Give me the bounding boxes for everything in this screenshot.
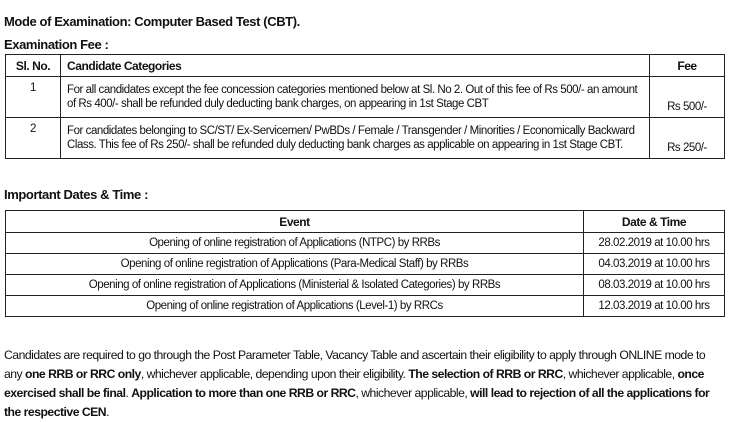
- table-row: [6, 296, 725, 317]
- header-sl-no: Sl. No.: [6, 55, 61, 77]
- table-row: [6, 254, 725, 275]
- dates-table-header: [6, 211, 725, 233]
- important-dates-heading: Important Dates & Time :: [4, 187, 149, 202]
- note-text: .: [125, 386, 132, 400]
- note-bold-text: will lead to rejection of all the applications for the respective CEN: [4, 386, 710, 419]
- table-row: [6, 77, 725, 118]
- sl-no-cell: 2: [6, 118, 61, 159]
- note-bold-text: once exercised shall be final: [4, 367, 704, 400]
- note-text: , whichever applicable,: [562, 367, 678, 381]
- eligibility-note: [4, 346, 726, 422]
- note-bold-text: Application to more than one RRB or RRC: [131, 386, 356, 400]
- dates-table: [5, 210, 725, 317]
- examination-fee-heading: Examination Fee :: [4, 37, 109, 52]
- fee-cell: Rs 500/-: [650, 77, 725, 118]
- table-row: [6, 118, 725, 159]
- note-text: , whichever applicable, depending upon their eligibility.: [140, 367, 409, 381]
- header-fee: Fee: [650, 55, 725, 77]
- header-date-time: Date & Time: [584, 211, 725, 233]
- category-cell: For all candidates except the fee concession categories mentioned below at Sl. No 2. Out of this fee of Rs 500/- an amount of Rs 400/- shall be refunded duly deducting bank charges, on appearing in 1st Stage CBT: [61, 77, 650, 118]
- table-row: [6, 233, 725, 254]
- sl-no-cell: 1: [6, 77, 61, 118]
- datetime-cell: 04.03.2019 at 10.00 hrs: [584, 254, 725, 275]
- datetime-cell: 28.02.2019 at 10.00 hrs: [584, 233, 725, 254]
- header-event: Event: [6, 211, 584, 233]
- note-bold-text: one RRB or RRC only: [25, 367, 141, 381]
- note-bold-text: The selection of RRB or RRC: [408, 367, 563, 381]
- note-text: .: [106, 405, 109, 419]
- event-cell: Opening of online registration of Applications (NTPC) by RRBs: [6, 233, 584, 254]
- mode-of-examination: Mode of Examination: Computer Based Test (CBT).: [4, 14, 300, 29]
- datetime-cell: 08.03.2019 at 10.00 hrs: [584, 275, 725, 296]
- note-text: Candidates are required to go through the Post Parameter Table, Vacancy Table and ascertain their eligibility to apply through ONLINE mode to any: [4, 348, 706, 381]
- category-cell: For candidates belonging to SC/ST/ Ex-Servicemen/ PwBDs / Female / Transgender / Minorities / Economically Backward Class. This fee of Rs 250/- shall be refunded duly deducting bank charges as applicable on appearing in 1st Stage CBT.: [61, 118, 650, 159]
- event-cell: Opening of online registration of Applications (Para-Medical Staff) by RRBs: [6, 254, 584, 275]
- datetime-cell: 12.03.2019 at 10.00 hrs: [584, 296, 725, 317]
- table-row: [6, 275, 725, 296]
- note-text: , whichever applicable,: [355, 386, 471, 400]
- fee-table-header: [6, 55, 725, 77]
- fee-cell: Rs 250/-: [650, 118, 725, 159]
- event-cell: Opening of online registration of Applications (Ministerial & Isolated Categories) by RRBs: [6, 275, 584, 296]
- header-candidate-categories: Candidate Categories: [61, 55, 650, 77]
- event-cell: Opening of online registration of Applications (Level-1) by RRCs: [6, 296, 584, 317]
- fee-table: [5, 54, 725, 159]
